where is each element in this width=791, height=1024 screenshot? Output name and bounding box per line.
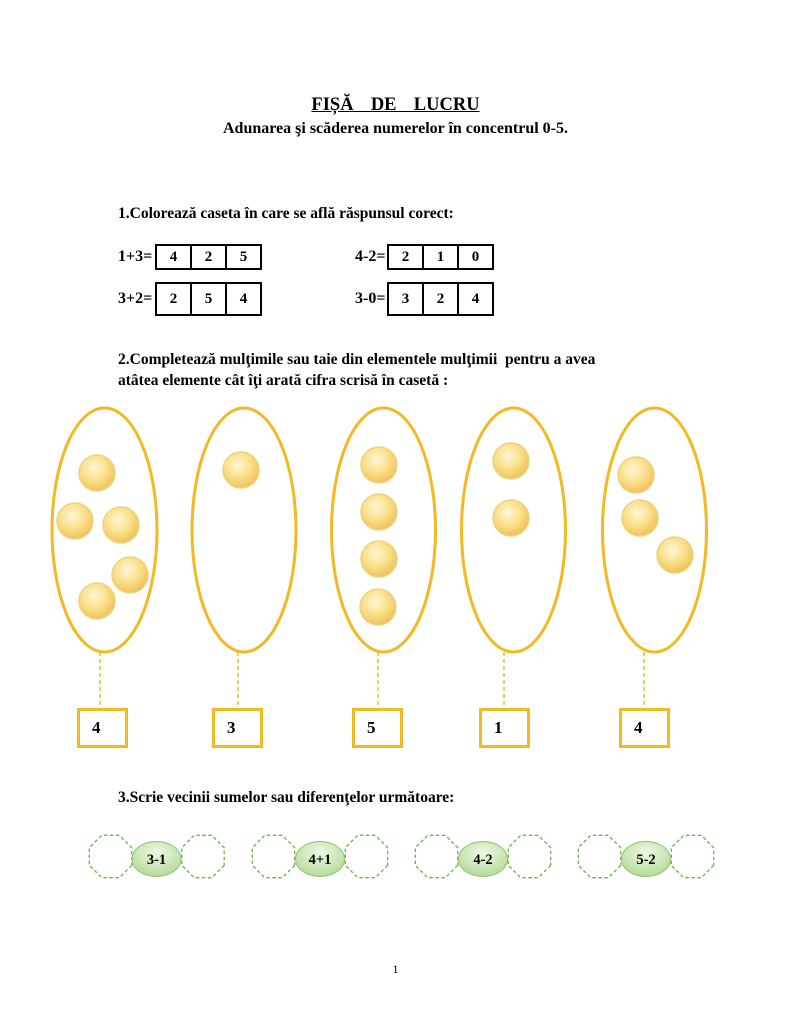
set-element-coin	[361, 494, 397, 530]
expression: 4-2=	[355, 248, 386, 265]
right-neighbor-slot	[508, 835, 550, 877]
left-neighbor-slot	[578, 835, 620, 877]
left-neighbor-slot	[252, 835, 294, 877]
set-element-coin	[493, 443, 529, 479]
expression: 1+3=	[118, 248, 153, 265]
set-element-coin	[493, 500, 529, 536]
set-1	[52, 408, 157, 652]
answer-option: 0	[457, 246, 492, 268]
answer-option: 4	[457, 284, 492, 314]
answer-option: 4	[169, 248, 178, 265]
exercise2-instruction-line1: 2.Completează mulţimile sau taie din elementele mulţimii pentru a avea	[118, 351, 596, 368]
set-element-coin	[79, 455, 115, 491]
target-number-box: 4	[619, 708, 670, 748]
expression-text: 4+1	[308, 852, 332, 868]
set-element-coin	[103, 507, 139, 543]
right-neighbor-slot	[182, 835, 224, 877]
expression: 3-0=	[355, 290, 386, 307]
set-element-coin	[618, 457, 654, 493]
answer-option: 2	[401, 248, 410, 265]
answer-option: 5	[225, 246, 260, 268]
set-5	[603, 408, 707, 652]
target-number-box: 3	[212, 708, 263, 748]
answer-option: 4	[225, 284, 260, 314]
right-neighbor-slot	[345, 835, 387, 877]
page-number: 1	[392, 962, 399, 976]
page-subtitle: Adunarea şi scăderea numerelor în concentrul 0-5.	[222, 120, 569, 137]
set-elements	[360, 447, 397, 625]
set-element-coin	[57, 503, 93, 539]
expression-text: 3-1	[146, 852, 167, 868]
neighbor-group-2	[252, 835, 387, 877]
set-element-coin	[112, 557, 148, 593]
answer-option: 3	[401, 290, 410, 307]
answer-option: 2	[422, 284, 457, 314]
exercise1-instruction: 1.Colorează caseta în care se află răspunsul corect:	[118, 205, 454, 222]
left-neighbor-slot	[415, 835, 457, 877]
set-elements	[223, 452, 259, 488]
exercise3-instruction: 3.Scrie vecinii sumelor sau diferenţelor următoare:	[118, 789, 455, 806]
set-element-coin	[622, 500, 658, 536]
target-number-box: 5	[352, 708, 403, 748]
set-2	[192, 408, 296, 652]
expression-text: 4-2	[473, 852, 493, 868]
set-element-coin	[79, 583, 115, 619]
exercise2-instruction-line2: atâtea elemente cât îţi arată cifra scrisă în casetă :	[118, 372, 449, 389]
set-elements	[618, 457, 693, 573]
set-element-coin	[223, 452, 259, 488]
set-3	[332, 408, 436, 652]
left-neighbor-slot	[89, 835, 131, 877]
set-4	[462, 408, 566, 652]
expression: 3+2=	[118, 290, 153, 307]
set-element-coin	[361, 541, 397, 577]
set-elements	[493, 443, 529, 536]
set-element-coin	[361, 447, 397, 483]
set-outline	[192, 408, 296, 652]
set-element-coin	[360, 589, 396, 625]
answer-option: 2	[190, 246, 225, 268]
set-elements	[57, 455, 148, 619]
right-neighbor-slot	[671, 835, 713, 877]
answer-option: 5	[190, 284, 225, 314]
set-element-coin	[657, 537, 693, 573]
answer-option: 1	[422, 246, 457, 268]
set-outline	[603, 408, 707, 652]
target-number-box: 4	[77, 708, 128, 748]
neighbor-group-3	[415, 835, 550, 877]
answer-option: 2	[169, 290, 178, 307]
neighbor-group-4	[578, 835, 713, 877]
expression-text: 5-2	[636, 852, 656, 868]
neighbor-group-1	[89, 835, 224, 877]
target-number-box: 1	[479, 708, 530, 748]
page-title: FIȘĂ DE LUCRU	[311, 95, 480, 115]
